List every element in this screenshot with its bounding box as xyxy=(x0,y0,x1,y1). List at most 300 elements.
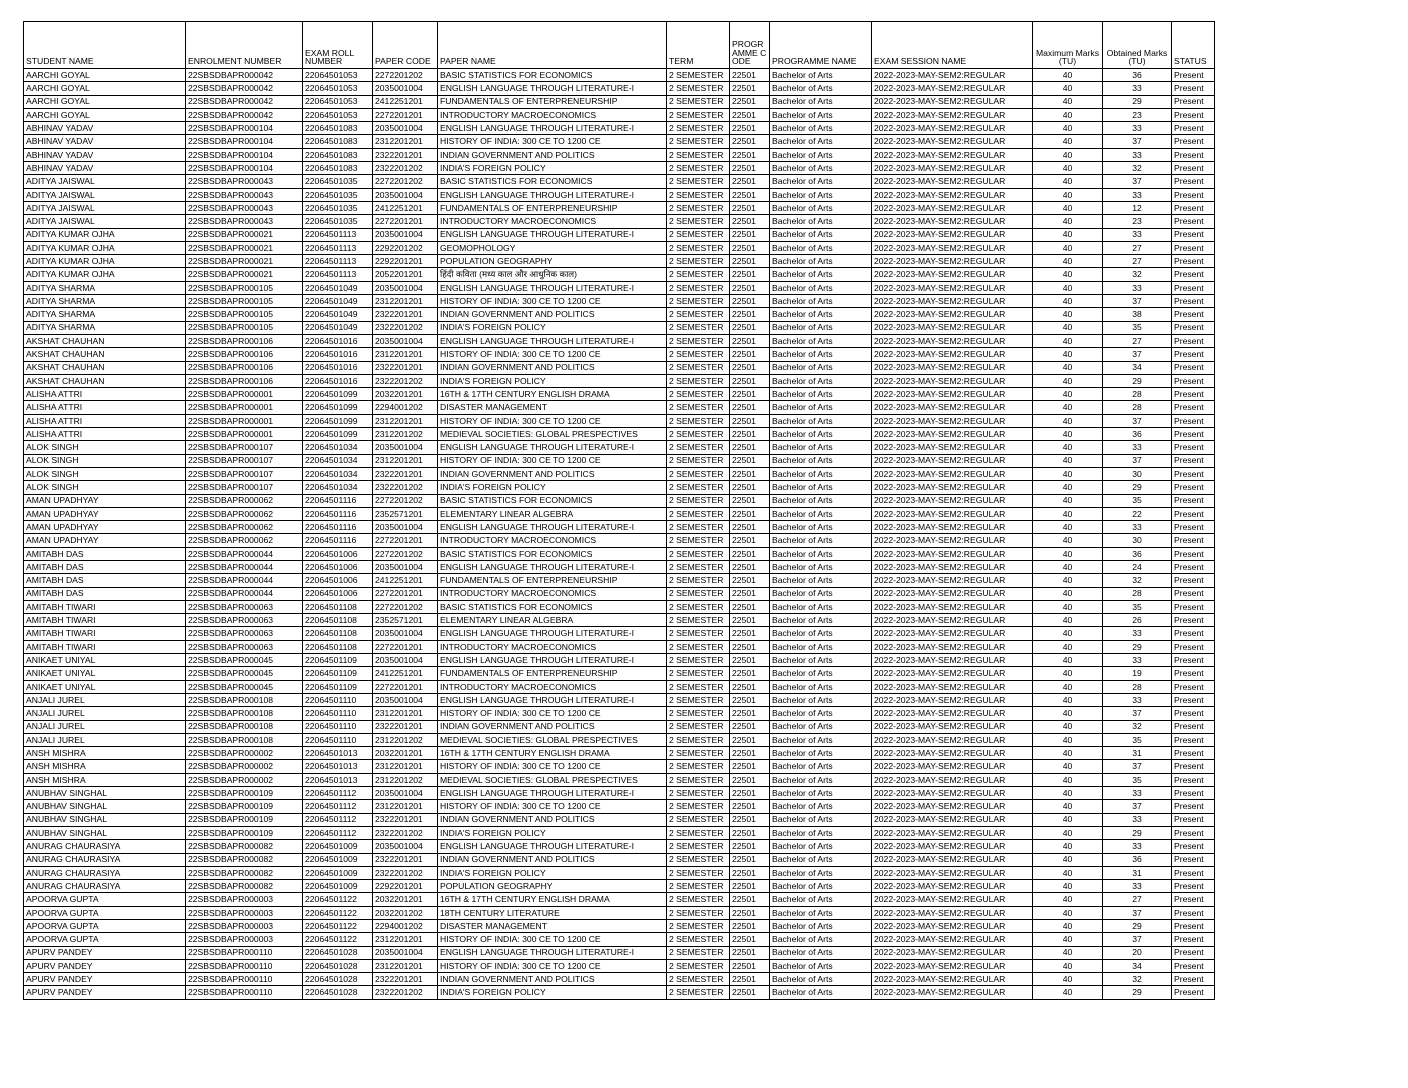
cell-exam-roll-number: 22064501122 xyxy=(303,906,373,919)
cell-enrolment-number: 22SBSDBAPR000042 xyxy=(186,108,303,121)
table-row xyxy=(24,507,1215,520)
cell-maximum-marks: 40 xyxy=(1033,388,1103,401)
cell-programme-code: 22501 xyxy=(730,813,770,826)
header-row xyxy=(24,22,1215,69)
cell-paper-code: 2322201201 xyxy=(373,973,438,986)
table-row xyxy=(24,680,1215,693)
cell-student-name: ADITYA JAISWAL xyxy=(24,201,186,214)
cell-programme-code: 22501 xyxy=(730,959,770,972)
cell-exam-roll-number: 22064501013 xyxy=(303,760,373,773)
cell-paper-name: POPULATION GEOGRAPHY xyxy=(438,880,667,893)
cell-status: Present xyxy=(1172,401,1215,414)
cell-enrolment-number: 22SBSDBAPR000082 xyxy=(186,840,303,853)
cell-obtained-marks: 33 xyxy=(1103,813,1172,826)
cell-programme-name: Bachelor of Arts xyxy=(770,667,872,680)
cell-maximum-marks: 40 xyxy=(1033,441,1103,454)
cell-status: Present xyxy=(1172,321,1215,334)
cell-programme-code: 22501 xyxy=(730,773,770,786)
cell-maximum-marks: 40 xyxy=(1033,321,1103,334)
cell-programme-name: Bachelor of Arts xyxy=(770,321,872,334)
cell-obtained-marks: 33 xyxy=(1103,148,1172,161)
cell-programme-name: Bachelor of Arts xyxy=(770,973,872,986)
cell-paper-code: 2032201201 xyxy=(373,747,438,760)
table-row xyxy=(24,840,1215,853)
cell-exam-roll-number: 22064501113 xyxy=(303,268,373,281)
cell-exam-session-name: 2022-2023-MAY-SEM2:REGULAR xyxy=(872,334,1033,347)
cell-term: 2 SEMESTER xyxy=(667,428,730,441)
cell-enrolment-number: 22SBSDBAPR000110 xyxy=(186,973,303,986)
cell-exam-roll-number: 22064501016 xyxy=(303,361,373,374)
cell-programme-name: Bachelor of Arts xyxy=(770,574,872,587)
cell-maximum-marks: 40 xyxy=(1033,454,1103,467)
cell-exam-session-name: 2022-2023-MAY-SEM2:REGULAR xyxy=(872,188,1033,201)
cell-obtained-marks: 30 xyxy=(1103,467,1172,480)
cell-student-name: ANIKAET UNIYAL xyxy=(24,667,186,680)
cell-student-name: AKSHAT CHAUHAN xyxy=(24,348,186,361)
cell-programme-name: Bachelor of Arts xyxy=(770,853,872,866)
cell-paper-name: INDIA'S FOREIGN POLICY xyxy=(438,986,667,999)
cell-status: Present xyxy=(1172,693,1215,706)
cell-student-name: ANURAG CHAURASIYA xyxy=(24,880,186,893)
cell-exam-session-name: 2022-2023-MAY-SEM2:REGULAR xyxy=(872,574,1033,587)
table-row xyxy=(24,733,1215,746)
table-row xyxy=(24,401,1215,414)
cell-programme-code: 22501 xyxy=(730,467,770,480)
cell-paper-name: FUNDAMENTALS OF ENTERPRENEURSHIP xyxy=(438,667,667,680)
cell-student-name: ADITYA KUMAR OJHA xyxy=(24,241,186,254)
cell-paper-name: ENGLISH LANGUAGE THROUGH LITERATURE-I xyxy=(438,188,667,201)
cell-paper-code: 2035001004 xyxy=(373,122,438,135)
cell-obtained-marks: 29 xyxy=(1103,374,1172,387)
cell-student-name: ANUBHAV SINGHAL xyxy=(24,800,186,813)
cell-exam-session-name: 2022-2023-MAY-SEM2:REGULAR xyxy=(872,534,1033,547)
cell-enrolment-number: 22SBSDBAPR000108 xyxy=(186,720,303,733)
cell-enrolment-number: 22SBSDBAPR000043 xyxy=(186,215,303,228)
table-row xyxy=(24,201,1215,214)
cell-status: Present xyxy=(1172,521,1215,534)
cell-term: 2 SEMESTER xyxy=(667,148,730,161)
cell-enrolment-number: 22SBSDBAPR000109 xyxy=(186,787,303,800)
cell-enrolment-number: 22SBSDBAPR000110 xyxy=(186,959,303,972)
cell-paper-code: 2312201202 xyxy=(373,428,438,441)
cell-term: 2 SEMESTER xyxy=(667,640,730,653)
cell-maximum-marks: 40 xyxy=(1033,574,1103,587)
cell-programme-name: Bachelor of Arts xyxy=(770,906,872,919)
cell-programme-code: 22501 xyxy=(730,201,770,214)
cell-obtained-marks: 37 xyxy=(1103,348,1172,361)
cell-maximum-marks: 40 xyxy=(1033,361,1103,374)
cell-term: 2 SEMESTER xyxy=(667,986,730,999)
cell-status: Present xyxy=(1172,388,1215,401)
cell-paper-name: INDIAN GOVERNMENT AND POLITICS xyxy=(438,973,667,986)
table-row xyxy=(24,760,1215,773)
cell-status: Present xyxy=(1172,654,1215,667)
cell-status: Present xyxy=(1172,600,1215,613)
cell-exam-roll-number: 22064501116 xyxy=(303,507,373,520)
cell-student-name: ADITYA KUMAR OJHA xyxy=(24,228,186,241)
cell-term: 2 SEMESTER xyxy=(667,334,730,347)
cell-student-name: AKSHAT CHAUHAN xyxy=(24,334,186,347)
cell-paper-code: 2312201201 xyxy=(373,454,438,467)
cell-exam-roll-number: 22064501116 xyxy=(303,534,373,547)
cell-paper-name: INDIA'S FOREIGN POLICY xyxy=(438,481,667,494)
table-row xyxy=(24,973,1215,986)
cell-status: Present xyxy=(1172,667,1215,680)
cell-obtained-marks: 35 xyxy=(1103,494,1172,507)
cell-maximum-marks: 40 xyxy=(1033,374,1103,387)
cell-programme-code: 22501 xyxy=(730,241,770,254)
cell-exam-session-name: 2022-2023-MAY-SEM2:REGULAR xyxy=(872,880,1033,893)
cell-enrolment-number: 22SBSDBAPR000082 xyxy=(186,880,303,893)
cell-exam-roll-number: 22064501013 xyxy=(303,773,373,786)
cell-programme-name: Bachelor of Arts xyxy=(770,773,872,786)
cell-exam-session-name: 2022-2023-MAY-SEM2:REGULAR xyxy=(872,946,1033,959)
cell-term: 2 SEMESTER xyxy=(667,667,730,680)
cell-paper-code: 2322201202 xyxy=(373,374,438,387)
cell-enrolment-number: 22SBSDBAPR000003 xyxy=(186,893,303,906)
cell-exam-session-name: 2022-2023-MAY-SEM2:REGULAR xyxy=(872,760,1033,773)
cell-term: 2 SEMESTER xyxy=(667,547,730,560)
cell-programme-name: Bachelor of Arts xyxy=(770,401,872,414)
table-row xyxy=(24,773,1215,786)
cell-status: Present xyxy=(1172,866,1215,879)
cell-enrolment-number: 22SBSDBAPR000110 xyxy=(186,946,303,959)
cell-exam-session-name: 2022-2023-MAY-SEM2:REGULAR xyxy=(872,747,1033,760)
cell-exam-roll-number: 22064501053 xyxy=(303,108,373,121)
cell-term: 2 SEMESTER xyxy=(667,720,730,733)
cell-paper-name: FUNDAMENTALS OF ENTERPRENEURSHIP xyxy=(438,201,667,214)
cell-paper-code: 2272201201 xyxy=(373,640,438,653)
cell-exam-roll-number: 22064501009 xyxy=(303,866,373,879)
cell-paper-name: ENGLISH LANGUAGE THROUGH LITERATURE-I xyxy=(438,334,667,347)
cell-programme-code: 22501 xyxy=(730,667,770,680)
cell-paper-code: 2412251201 xyxy=(373,667,438,680)
cell-status: Present xyxy=(1172,959,1215,972)
cell-exam-roll-number: 22064501112 xyxy=(303,813,373,826)
cell-programme-name: Bachelor of Arts xyxy=(770,122,872,135)
cell-maximum-marks: 40 xyxy=(1033,334,1103,347)
cell-enrolment-number: 22SBSDBAPR000001 xyxy=(186,401,303,414)
cell-exam-roll-number: 22064501083 xyxy=(303,162,373,175)
cell-exam-roll-number: 22064501110 xyxy=(303,707,373,720)
cell-term: 2 SEMESTER xyxy=(667,534,730,547)
cell-term: 2 SEMESTER xyxy=(667,959,730,972)
cell-student-name: ADITYA JAISWAL xyxy=(24,175,186,188)
cell-status: Present xyxy=(1172,494,1215,507)
cell-exam-roll-number: 22064501083 xyxy=(303,122,373,135)
cell-paper-code: 2272201201 xyxy=(373,534,438,547)
cell-paper-name: ELEMENTARY LINEAR ALGEBRA xyxy=(438,507,667,520)
cell-student-name: AKSHAT CHAUHAN xyxy=(24,374,186,387)
cell-student-name: AMITABH DAS xyxy=(24,560,186,573)
cell-programme-code: 22501 xyxy=(730,560,770,573)
cell-programme-code: 22501 xyxy=(730,82,770,95)
cell-term: 2 SEMESTER xyxy=(667,295,730,308)
cell-enrolment-number: 22SBSDBAPR000044 xyxy=(186,560,303,573)
cell-enrolment-number: 22SBSDBAPR000104 xyxy=(186,135,303,148)
cell-exam-roll-number: 22064501099 xyxy=(303,414,373,427)
cell-exam-roll-number: 22064501112 xyxy=(303,826,373,839)
cell-paper-code: 2322201201 xyxy=(373,853,438,866)
cell-maximum-marks: 40 xyxy=(1033,680,1103,693)
table-row xyxy=(24,494,1215,507)
cell-status: Present xyxy=(1172,228,1215,241)
cell-student-name: AMAN UPADHYAY xyxy=(24,534,186,547)
cell-programme-name: Bachelor of Arts xyxy=(770,348,872,361)
cell-maximum-marks: 40 xyxy=(1033,880,1103,893)
cell-exam-session-name: 2022-2023-MAY-SEM2:REGULAR xyxy=(872,175,1033,188)
cell-exam-session-name: 2022-2023-MAY-SEM2:REGULAR xyxy=(872,959,1033,972)
cell-exam-session-name: 2022-2023-MAY-SEM2:REGULAR xyxy=(872,374,1033,387)
cell-term: 2 SEMESTER xyxy=(667,361,730,374)
cell-status: Present xyxy=(1172,428,1215,441)
cell-paper-code: 2035001004 xyxy=(373,654,438,667)
cell-maximum-marks: 40 xyxy=(1033,693,1103,706)
cell-programme-name: Bachelor of Arts xyxy=(770,454,872,467)
cell-paper-code: 2035001004 xyxy=(373,521,438,534)
table-body xyxy=(24,69,1215,1000)
cell-maximum-marks: 40 xyxy=(1033,308,1103,321)
cell-term: 2 SEMESTER xyxy=(667,401,730,414)
cell-term: 2 SEMESTER xyxy=(667,787,730,800)
cell-obtained-marks: 29 xyxy=(1103,640,1172,653)
cell-status: Present xyxy=(1172,853,1215,866)
cell-exam-session-name: 2022-2023-MAY-SEM2:REGULAR xyxy=(872,108,1033,121)
cell-exam-session-name: 2022-2023-MAY-SEM2:REGULAR xyxy=(872,148,1033,161)
cell-maximum-marks: 40 xyxy=(1033,587,1103,600)
cell-exam-roll-number: 22064501035 xyxy=(303,188,373,201)
cell-programme-name: Bachelor of Arts xyxy=(770,693,872,706)
cell-enrolment-number: 22SBSDBAPR000105 xyxy=(186,281,303,294)
cell-status: Present xyxy=(1172,906,1215,919)
cell-status: Present xyxy=(1172,840,1215,853)
cell-term: 2 SEMESTER xyxy=(667,69,730,82)
cell-programme-code: 22501 xyxy=(730,494,770,507)
table-row xyxy=(24,853,1215,866)
cell-status: Present xyxy=(1172,547,1215,560)
cell-exam-session-name: 2022-2023-MAY-SEM2:REGULAR xyxy=(872,654,1033,667)
cell-programme-name: Bachelor of Arts xyxy=(770,388,872,401)
cell-status: Present xyxy=(1172,148,1215,161)
cell-programme-name: Bachelor of Arts xyxy=(770,733,872,746)
cell-maximum-marks: 40 xyxy=(1033,95,1103,108)
cell-student-name: APURV PANDEY xyxy=(24,946,186,959)
cell-programme-name: Bachelor of Arts xyxy=(770,547,872,560)
cell-obtained-marks: 32 xyxy=(1103,973,1172,986)
cell-enrolment-number: 22SBSDBAPR000042 xyxy=(186,95,303,108)
table-row xyxy=(24,148,1215,161)
cell-paper-name: ENGLISH LANGUAGE THROUGH LITERATURE-I xyxy=(438,521,667,534)
cell-term: 2 SEMESTER xyxy=(667,733,730,746)
cell-paper-name: ENGLISH LANGUAGE THROUGH LITERATURE-I xyxy=(438,82,667,95)
cell-exam-session-name: 2022-2023-MAY-SEM2:REGULAR xyxy=(872,600,1033,613)
cell-maximum-marks: 40 xyxy=(1033,893,1103,906)
cell-paper-code: 2352571201 xyxy=(373,507,438,520)
cell-programme-code: 22501 xyxy=(730,268,770,281)
table-row xyxy=(24,441,1215,454)
cell-paper-name: HISTORY OF INDIA: 300 CE TO 1200 CE xyxy=(438,414,667,427)
cell-obtained-marks: 23 xyxy=(1103,108,1172,121)
cell-maximum-marks: 40 xyxy=(1033,933,1103,946)
cell-programme-code: 22501 xyxy=(730,308,770,321)
cell-status: Present xyxy=(1172,188,1215,201)
cell-student-name: ADITYA JAISWAL xyxy=(24,215,186,228)
cell-paper-name: BASIC STATISTICS FOR ECONOMICS xyxy=(438,175,667,188)
cell-student-name: ALOK SINGH xyxy=(24,467,186,480)
cell-exam-session-name: 2022-2023-MAY-SEM2:REGULAR xyxy=(872,361,1033,374)
cell-programme-code: 22501 xyxy=(730,108,770,121)
cell-programme-code: 22501 xyxy=(730,920,770,933)
cell-enrolment-number: 22SBSDBAPR000105 xyxy=(186,295,303,308)
cell-maximum-marks: 40 xyxy=(1033,348,1103,361)
cell-term: 2 SEMESTER xyxy=(667,281,730,294)
cell-status: Present xyxy=(1172,747,1215,760)
cell-paper-name: POPULATION GEOGRAPHY xyxy=(438,255,667,268)
cell-student-name: AMAN UPADHYAY xyxy=(24,507,186,520)
cell-exam-session-name: 2022-2023-MAY-SEM2:REGULAR xyxy=(872,481,1033,494)
cell-exam-roll-number: 22064501110 xyxy=(303,733,373,746)
cell-student-name: APURV PANDEY xyxy=(24,959,186,972)
cell-paper-code: 2312201202 xyxy=(373,733,438,746)
cell-exam-roll-number: 22064501112 xyxy=(303,800,373,813)
cell-term: 2 SEMESTER xyxy=(667,933,730,946)
cell-exam-session-name: 2022-2023-MAY-SEM2:REGULAR xyxy=(872,201,1033,214)
cell-term: 2 SEMESTER xyxy=(667,693,730,706)
cell-exam-session-name: 2022-2023-MAY-SEM2:REGULAR xyxy=(872,467,1033,480)
cell-paper-name: 18TH CENTURY LITERATURE xyxy=(438,906,667,919)
cell-enrolment-number: 22SBSDBAPR000107 xyxy=(186,467,303,480)
cell-programme-name: Bachelor of Arts xyxy=(770,787,872,800)
cell-status: Present xyxy=(1172,640,1215,653)
table-row xyxy=(24,467,1215,480)
cell-programme-code: 22501 xyxy=(730,707,770,720)
cell-student-name: ALOK SINGH xyxy=(24,441,186,454)
cell-paper-name: BASIC STATISTICS FOR ECONOMICS xyxy=(438,547,667,560)
cell-programme-name: Bachelor of Arts xyxy=(770,707,872,720)
cell-status: Present xyxy=(1172,627,1215,640)
cell-paper-name: INTRODUCTORY MACROECONOMICS xyxy=(438,680,667,693)
cell-paper-code: 2412251201 xyxy=(373,201,438,214)
cell-exam-session-name: 2022-2023-MAY-SEM2:REGULAR xyxy=(872,428,1033,441)
cell-exam-roll-number: 22064501035 xyxy=(303,215,373,228)
cell-paper-name: INDIA'S FOREIGN POLICY xyxy=(438,866,667,879)
cell-exam-session-name: 2022-2023-MAY-SEM2:REGULAR xyxy=(872,348,1033,361)
cell-obtained-marks: 34 xyxy=(1103,959,1172,972)
cell-obtained-marks: 33 xyxy=(1103,82,1172,95)
cell-programme-name: Bachelor of Arts xyxy=(770,228,872,241)
cell-student-name: ANURAG CHAURASIYA xyxy=(24,853,186,866)
cell-programme-code: 22501 xyxy=(730,401,770,414)
cell-exam-roll-number: 22064501035 xyxy=(303,175,373,188)
table-row xyxy=(24,521,1215,534)
cell-exam-roll-number: 22064501099 xyxy=(303,428,373,441)
cell-exam-session-name: 2022-2023-MAY-SEM2:REGULAR xyxy=(872,986,1033,999)
cell-student-name: APOORVA GUPTA xyxy=(24,933,186,946)
cell-paper-code: 2322201201 xyxy=(373,720,438,733)
cell-programme-name: Bachelor of Arts xyxy=(770,747,872,760)
cell-paper-code: 2035001004 xyxy=(373,281,438,294)
cell-paper-name: HISTORY OF INDIA: 300 CE TO 1200 CE xyxy=(438,135,667,148)
cell-maximum-marks: 40 xyxy=(1033,826,1103,839)
cell-exam-session-name: 2022-2023-MAY-SEM2:REGULAR xyxy=(872,733,1033,746)
cell-obtained-marks: 33 xyxy=(1103,693,1172,706)
cell-status: Present xyxy=(1172,215,1215,228)
cell-obtained-marks: 20 xyxy=(1103,946,1172,959)
cell-paper-code: 2035001004 xyxy=(373,787,438,800)
col-header-programme-name: PROGRAMME NAME xyxy=(770,22,872,69)
table-row xyxy=(24,720,1215,733)
cell-exam-roll-number: 22064501122 xyxy=(303,920,373,933)
cell-paper-name: INTRODUCTORY MACROECONOMICS xyxy=(438,640,667,653)
cell-term: 2 SEMESTER xyxy=(667,574,730,587)
cell-maximum-marks: 40 xyxy=(1033,188,1103,201)
cell-paper-code: 2032201201 xyxy=(373,893,438,906)
cell-enrolment-number: 22SBSDBAPR000001 xyxy=(186,414,303,427)
cell-enrolment-number: 22SBSDBAPR000063 xyxy=(186,640,303,653)
table-row xyxy=(24,281,1215,294)
cell-student-name: ADITYA KUMAR OJHA xyxy=(24,268,186,281)
cell-obtained-marks: 22 xyxy=(1103,507,1172,520)
cell-maximum-marks: 40 xyxy=(1033,787,1103,800)
cell-exam-session-name: 2022-2023-MAY-SEM2:REGULAR xyxy=(872,95,1033,108)
cell-paper-code: 2322201202 xyxy=(373,481,438,494)
cell-maximum-marks: 40 xyxy=(1033,946,1103,959)
cell-student-name: ANIKAET UNIYAL xyxy=(24,680,186,693)
cell-programme-code: 22501 xyxy=(730,986,770,999)
cell-paper-name: INDIAN GOVERNMENT AND POLITICS xyxy=(438,853,667,866)
cell-programme-code: 22501 xyxy=(730,148,770,161)
cell-status: Present xyxy=(1172,241,1215,254)
cell-student-name: AMITABH TIWARI xyxy=(24,614,186,627)
cell-maximum-marks: 40 xyxy=(1033,547,1103,560)
cell-programme-name: Bachelor of Arts xyxy=(770,614,872,627)
cell-term: 2 SEMESTER xyxy=(667,268,730,281)
cell-student-name: ANSH MISHRA xyxy=(24,773,186,786)
cell-enrolment-number: 22SBSDBAPR000106 xyxy=(186,374,303,387)
cell-paper-name: FUNDAMENTALS OF ENTERPRENEURSHIP xyxy=(438,574,667,587)
cell-exam-session-name: 2022-2023-MAY-SEM2:REGULAR xyxy=(872,800,1033,813)
cell-paper-code: 2312201201 xyxy=(373,414,438,427)
cell-programme-code: 22501 xyxy=(730,135,770,148)
cell-maximum-marks: 40 xyxy=(1033,162,1103,175)
cell-programme-code: 22501 xyxy=(730,162,770,175)
cell-exam-roll-number: 22064501108 xyxy=(303,600,373,613)
cell-programme-code: 22501 xyxy=(730,188,770,201)
cell-paper-code: 2322201201 xyxy=(373,361,438,374)
cell-programme-name: Bachelor of Arts xyxy=(770,241,872,254)
cell-enrolment-number: 22SBSDBAPR000063 xyxy=(186,600,303,613)
cell-exam-session-name: 2022-2023-MAY-SEM2:REGULAR xyxy=(872,893,1033,906)
table-row xyxy=(24,640,1215,653)
cell-obtained-marks: 37 xyxy=(1103,414,1172,427)
cell-programme-code: 22501 xyxy=(730,507,770,520)
cell-paper-code: 2312201201 xyxy=(373,959,438,972)
cell-maximum-marks: 40 xyxy=(1033,414,1103,427)
cell-status: Present xyxy=(1172,281,1215,294)
cell-term: 2 SEMESTER xyxy=(667,228,730,241)
cell-exam-session-name: 2022-2023-MAY-SEM2:REGULAR xyxy=(872,813,1033,826)
cell-programme-name: Bachelor of Arts xyxy=(770,826,872,839)
cell-student-name: APOORVA GUPTA xyxy=(24,893,186,906)
cell-maximum-marks: 40 xyxy=(1033,467,1103,480)
cell-status: Present xyxy=(1172,108,1215,121)
cell-obtained-marks: 28 xyxy=(1103,587,1172,600)
cell-term: 2 SEMESTER xyxy=(667,454,730,467)
cell-enrolment-number: 22SBSDBAPR000062 xyxy=(186,534,303,547)
cell-exam-roll-number: 22064501016 xyxy=(303,334,373,347)
cell-exam-roll-number: 22064501083 xyxy=(303,148,373,161)
cell-maximum-marks: 40 xyxy=(1033,600,1103,613)
